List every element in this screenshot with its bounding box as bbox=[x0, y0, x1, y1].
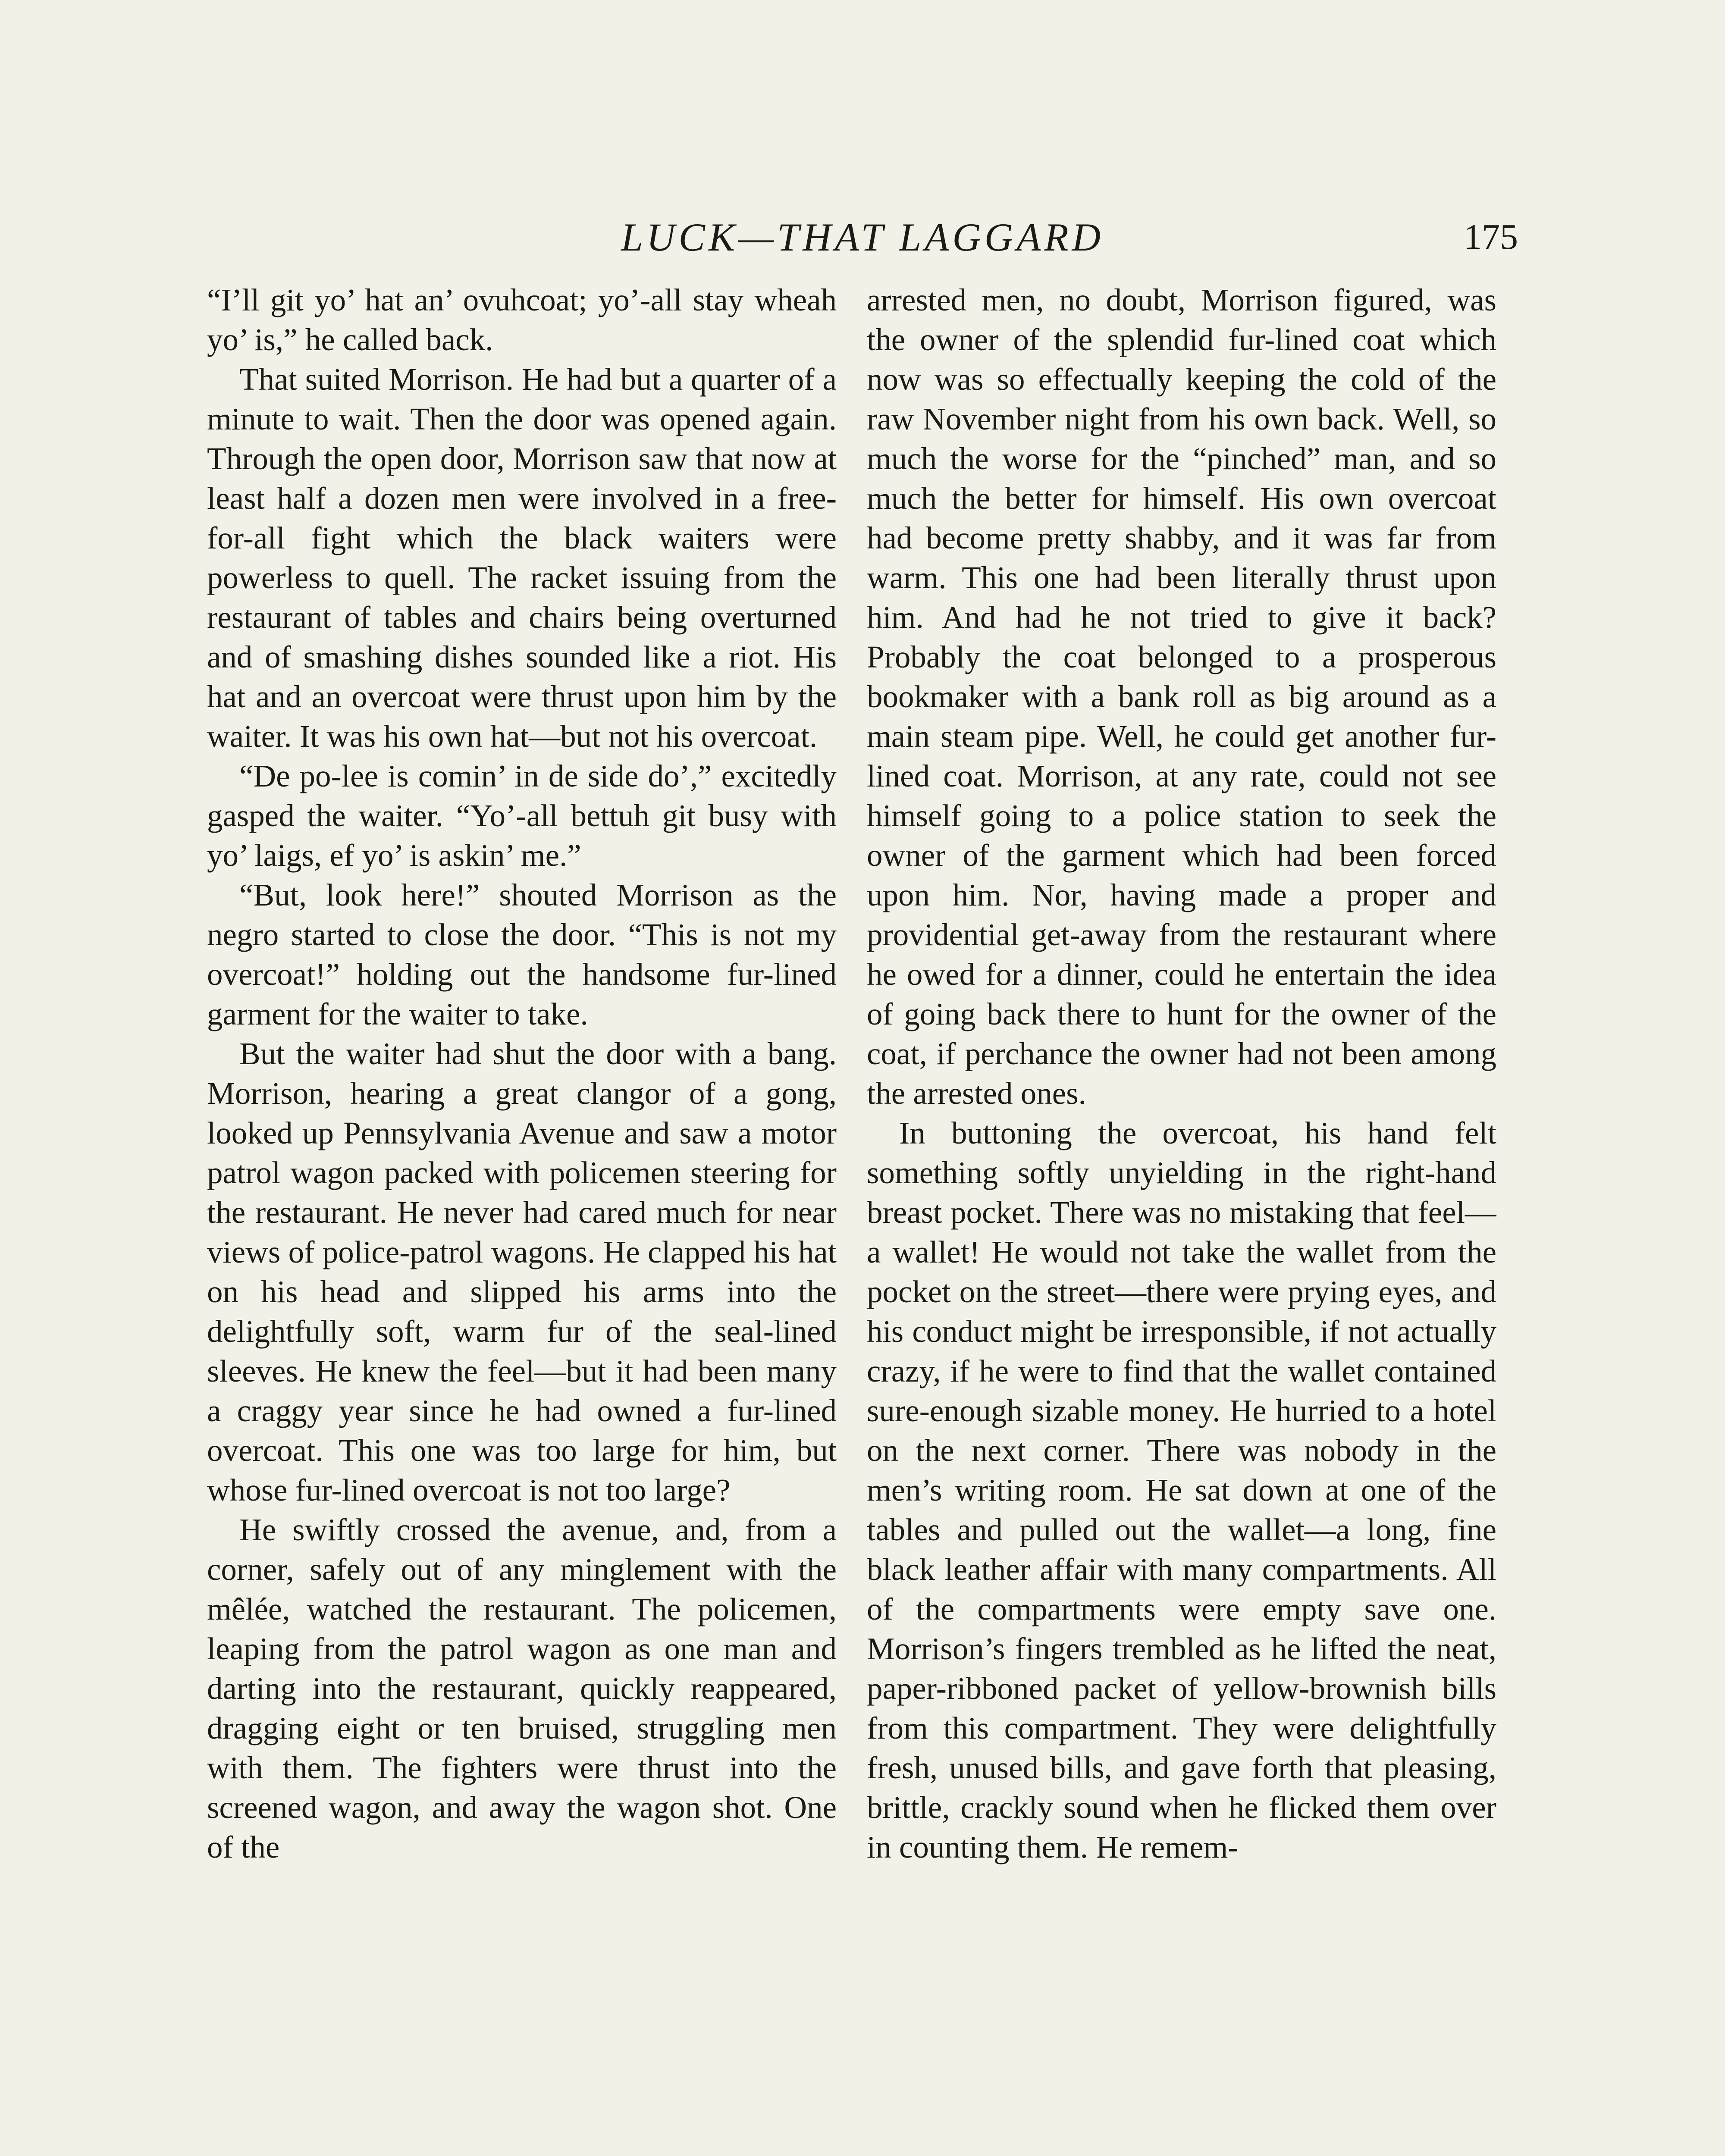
paragraph: “I’ll git yo’ hat an’ ovuhcoat; yo’-all stay wheah yo’ is,” he called back. bbox=[207, 282, 837, 357]
right-column bbox=[867, 280, 1496, 2156]
left-column bbox=[207, 280, 837, 2156]
paragraph: “But, look here!” shouted Morrison as the negro started to close the door. “This is not my overcoat!” holding out the handsome fur-lined garment for the waiter to take. bbox=[207, 877, 837, 1031]
paragraph: That suited Morrison. He had but a quarter of a minute to wait. Then the door was opened again. Through the open door, Morrison saw that now at least half a dozen men were involved in a free-for-all fight which the black waiters were powerless to quell. The racket issuing from the restaurant of tables and chairs being overturned and of smashing dishes sounded like a riot. His hat and an overcoat were thrust upon him by the waiter. It was his own hat—but not his overcoat. bbox=[207, 362, 837, 754]
paragraph: He swiftly crossed the avenue, and, from a corner, safely out of any minglement with the mêlée, watched the restaurant. The policemen, leaping from the patrol wagon as one man and darting into the restaurant, quickly reappeared, dragging eight or ten bruised, struggling men with them. The fighters were thrust into the screened wagon, and away the wagon shot. One of the bbox=[207, 1512, 837, 1865]
paragraph: arrested men, no doubt, Morrison figured, was the owner of the splendid fur-lined coat which now was so effectually keeping the cold of the raw November night from his own back. Well, so much the worse for the “pinched” man, and so much the better for himself. His own overcoat had become pretty shabby, and it was far from warm. This one had been literally thrust upon him. And had he not tried to give it back? Probably the coat belonged to a prosperous bookmaker with a bank roll as big around as a main steam pipe. Well, he could get another fur-lined coat. Morrison, at any rate, could not see himself going to a police station to seek the owner of the garment which had been forced upon him. Nor, having made a proper and providential get-away from the restaurant where he owed for a dinner, could he entertain the idea of going back there to hunt for the owner of the coat, if perchance the owner had not been among the arrested ones. bbox=[867, 282, 1496, 1111]
running-head bbox=[207, 207, 1518, 267]
paragraph: In buttoning the overcoat, his hand felt something softly unyielding in the right-hand breast pocket. There was no mistaking that feel—a wallet! He would not take the wallet from the pocket on the street—there were prying eyes, and his conduct might be irresponsible, if not actually crazy, if he were to find that the wallet contained sure-enough sizable money. He hurried to a hotel on the next corner. There was nobody in the men’s writing room. He sat down at one of the tables and pulled out the wallet—a long, fine black leather affair with many compartments. All of the compartments were empty save one. Morrison’s fingers trembled as he lifted the neat, paper-ribboned packet of yellow-brownish bills from this compartment. They were delightfully fresh, unused bills, and gave forth that pleasing, brittle, crackly sound when he flicked them over in counting them. He remem- bbox=[867, 1116, 1496, 1865]
running-title: LUCK—THAT LAGGARD bbox=[621, 215, 1104, 259]
page-number: 175 bbox=[1464, 217, 1518, 257]
paragraph: But the waiter had shut the door with a bang. Morrison, hearing a great clangor of a gong, looked up Pennsylvania Avenue and saw a motor patrol wagon packed with policemen steering for the restaurant. He never had cared much for near views of police-patrol wagons. He clapped his hat on his head and slipped his arms into the delightfully soft, warm fur of the seal-lined sleeves. He knew the feel—but it had been many a craggy year since he had owned a fur-lined overcoat. This one was too large for him, but whose fur-lined overcoat is not too large? bbox=[207, 1036, 837, 1507]
paragraph: “De po-lee is comin’ in de side do’,” excitedly gasped the waiter. “Yo’-all bettuh git busy with yo’ laigs, ef yo’ is askin’ me.” bbox=[207, 758, 837, 873]
